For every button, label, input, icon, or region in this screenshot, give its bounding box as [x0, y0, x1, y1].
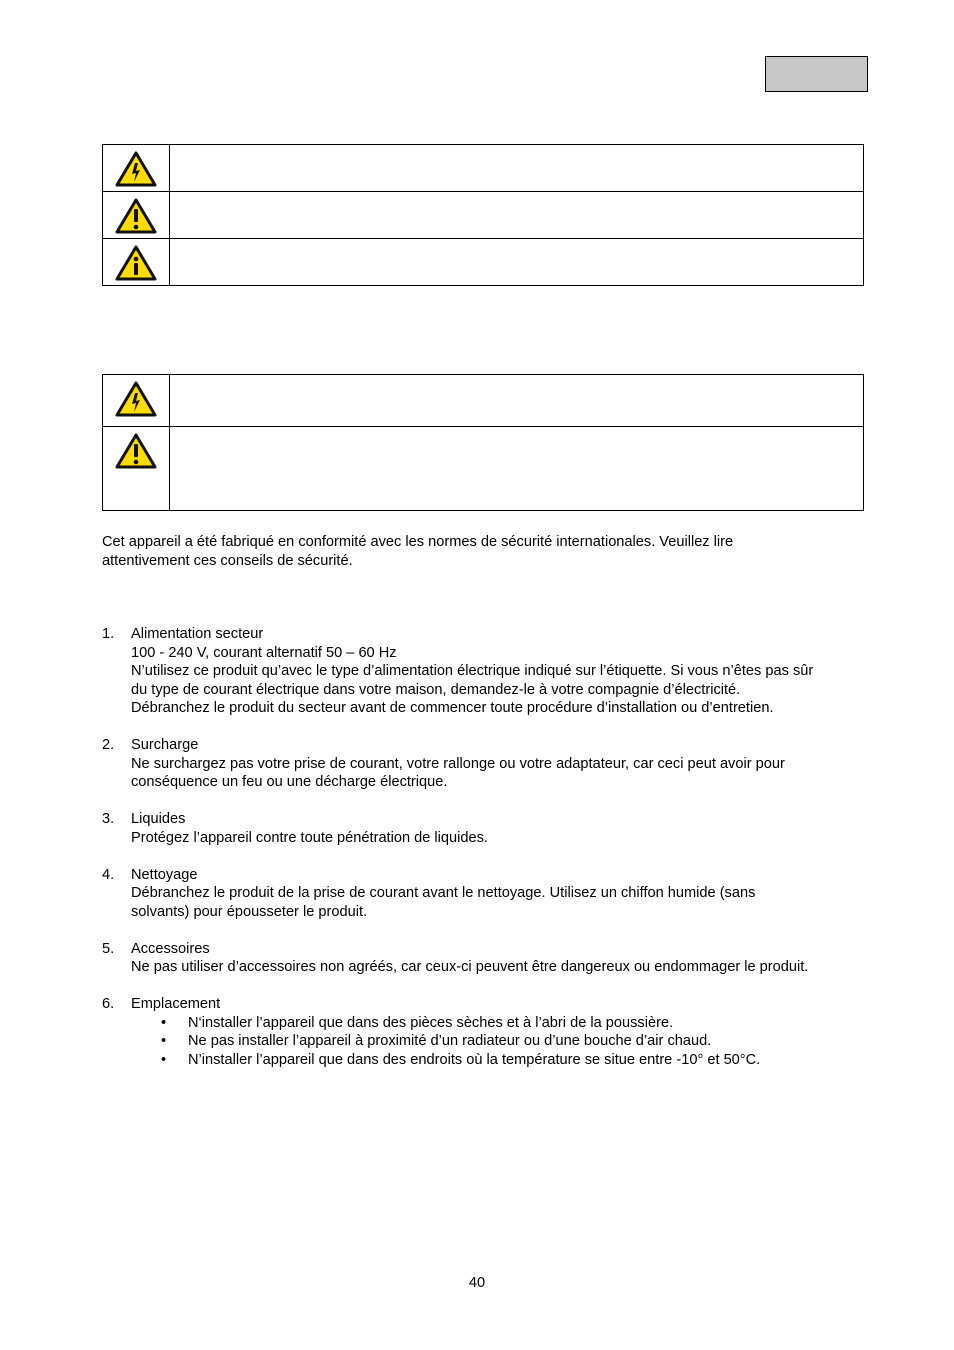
- item-number: 2.: [102, 737, 115, 753]
- bullet-dot: •: [161, 1014, 167, 1031]
- list-item-cleaning: [102, 866, 902, 922]
- item-text: Ne surchargez pas votre prise de courant, votre rallonge ou votre adaptateur, car ceci peut avoir pour: [131, 755, 785, 772]
- icon-cell: [103, 239, 170, 286]
- warning-row-exclamation: [103, 427, 864, 511]
- list-item-overload: [102, 736, 902, 792]
- list-item-location: [102, 995, 902, 1069]
- list-item-power-supply: [102, 625, 902, 718]
- exclamation-warning-icon: [115, 198, 157, 234]
- description-cell: [170, 375, 864, 427]
- item-title: Alimentation secteur: [131, 626, 264, 642]
- item-title: Liquides: [131, 811, 186, 827]
- icon-cell: [103, 427, 170, 511]
- intro-line: attentivement ces conseils de sécurité.: [102, 552, 353, 569]
- page-number: 40: [468, 1275, 486, 1291]
- item-text: N’utilisez ce produit qu’avec le type d’alimentation électrique indiqué sur l’étiquette. Si vous n’êtes pas sûr: [131, 663, 814, 679]
- item-text: Protégez l’appareil contre toute pénétration de liquides.: [131, 829, 488, 846]
- item-text: Ne pas utiliser d’accessoires non agréés, car ceux-ci peuvent être dangereux ou endommager le produit.: [131, 959, 809, 975]
- bullet-text: N‘installer l’appareil que dans des pièces sèches et à l’abri de la poussière.: [188, 1014, 674, 1031]
- item-number: 6.: [102, 996, 115, 1012]
- intro-paragraph: [102, 533, 862, 570]
- warning-row-voltage: [103, 375, 864, 427]
- item-number: 5.: [102, 940, 115, 957]
- item-number: 4.: [102, 866, 115, 883]
- icon-cell: [103, 375, 170, 427]
- icon-cell: [103, 145, 170, 192]
- item-title: Emplacement: [131, 996, 221, 1012]
- safety-warning-table: [102, 374, 864, 511]
- item-title: Surcharge: [131, 737, 199, 753]
- intro-line: Cet appareil a été fabriqué en conformité avec les normes de sécurité internationales. Veuillez lire: [102, 534, 734, 550]
- symbol-row-voltage: [103, 145, 864, 192]
- list-item-accessories: [102, 940, 902, 977]
- bullet-text: N’installer l’appareil que dans des endroits où la température se situe entre -10° et 50°C.: [188, 1051, 761, 1068]
- list-item-liquids: [102, 810, 902, 847]
- language-tab-box: [765, 56, 868, 92]
- bullet-text: Ne pas installer l’appareil à proximité d’un radiateur ou d’une bouche d’air chaud.: [188, 1033, 712, 1049]
- symbol-row-info: [103, 239, 864, 286]
- item-text: 100 - 240 V, courant alternatif 50 – 60 Hz: [131, 644, 397, 661]
- description-cell: [170, 192, 864, 239]
- item-title: Nettoyage: [131, 866, 198, 883]
- bullet-item: [131, 1014, 902, 1033]
- item-text: Débranchez le produit de la prise de courant avant le nettoyage. Utilisez un chiffon humide (sans: [131, 885, 756, 901]
- information-icon: [115, 245, 157, 281]
- location-bullet-list: [131, 1014, 902, 1070]
- item-text: du type de courant électrique dans votre maison, demandez-le à votre compagnie d’électricité.: [131, 681, 741, 698]
- bullet-dot: •: [161, 1033, 167, 1049]
- item-text: conséquence un feu ou une décharge électrique.: [131, 774, 448, 790]
- exclamation-warning-icon: [115, 433, 157, 469]
- item-text: Débranchez le produit du secteur avant de commencer toute procédure d’installation ou d’entretien.: [131, 700, 774, 716]
- item-text: solvants) pour épousseter le produit.: [131, 903, 368, 920]
- high-voltage-warning-icon: [115, 151, 157, 187]
- bullet-dot: •: [161, 1051, 167, 1068]
- bullet-item: [131, 1032, 902, 1051]
- item-number: 3.: [102, 811, 115, 827]
- bullet-item: [131, 1051, 902, 1070]
- safety-instructions-list: [102, 625, 902, 1088]
- description-cell: [170, 239, 864, 286]
- item-title: Accessoires: [131, 940, 210, 957]
- description-cell: [170, 145, 864, 192]
- symbol-legend-table: [102, 144, 864, 286]
- high-voltage-warning-icon: [115, 381, 157, 417]
- symbol-row-warning: [103, 192, 864, 239]
- item-number: 1.: [102, 626, 115, 642]
- description-cell: [170, 427, 864, 511]
- icon-cell: [103, 192, 170, 239]
